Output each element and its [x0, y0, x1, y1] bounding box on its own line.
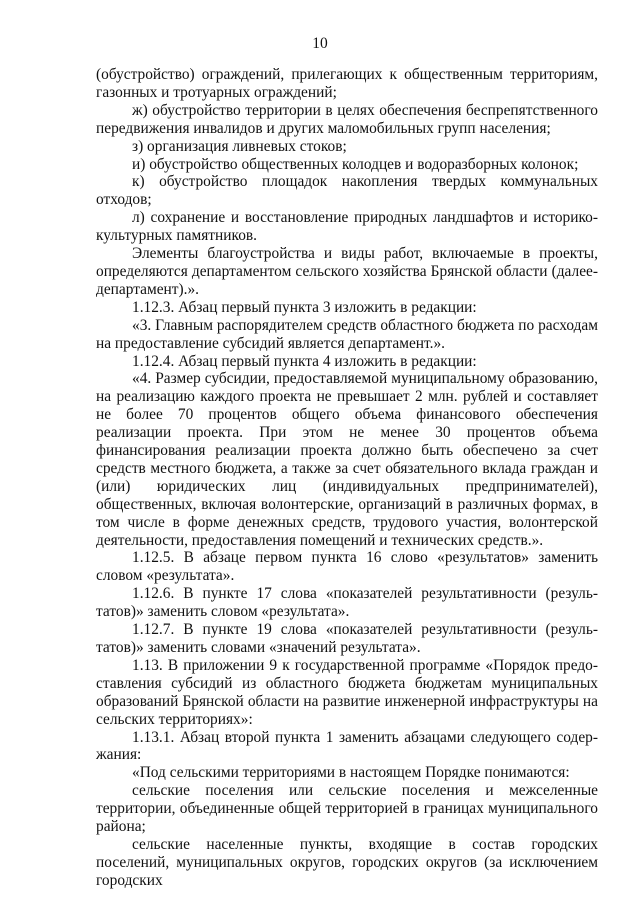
paragraph: и) обустройство общественных колодцев и водоразборных колонок;	[132, 155, 579, 173]
paragraph: 1.12.3. Абзац первый пункта 3 изложить в редакции:	[132, 298, 477, 316]
paragraph: ж) обустройство территории в целях обеспечения беспрепятственного передвижения инвалидов и других маломобильных групп населения;	[96, 101, 598, 137]
paragraph: «Под сельскими территориями в настоящем Порядке понимаются:	[132, 764, 570, 782]
paragraph: Элементы благоустройства и виды работ, включаемые в проекты, определяются департаментом сельского хозяйства Брянской области (далее-департамент).».	[96, 245, 598, 298]
paragraph: к) обустройство площадок накопления твердых коммунальных отходов;	[96, 173, 598, 209]
document-body	[96, 66, 598, 890]
paragraph: 1.12.4. Абзац первый пункта 4 изложить в редакции:	[132, 352, 477, 370]
paragraph: 1.13. В приложении 9 к государственной программе «Порядок предоставления субсидий из областного бюджета бюджетам муниципальных образований Брянской области на развитие инженерной инфраструктуры на сельских территориях»:	[96, 656, 598, 728]
paragraph: 1.13.1. Абзац второй пункта 1 заменить абзацами следующего содержания:	[96, 728, 598, 764]
paragraph: «4. Размер субсидии, предоставляемой муниципальному образованию, на реализацию каждого проекта не превышает 2 млн. рублей и составляет не более 70 процентов общего объема финансового обеспечения реализации проекта. При этом не менее 30 процентов объема финансирования реализации проекта должно быть обеспечено за счет средств местного бюджета, а также за счет обязательного вклада граждан и (или) юридических лиц (индивидуальных предпринимателей), общественных, включая волонтерские, организаций в различных формах, в том числе в форме денежных средств, трудового участия, волонтерской деятельности, предоставления помещений и технических средств.».	[96, 370, 598, 549]
paragraph: (обустройство) ограждений, прилегающих к общественным территориям, газонных и тротуарных ограждений;	[96, 66, 598, 101]
paragraph: л) сохранение и восстановление природных ландшафтов и историко-культурных памятников.	[96, 209, 598, 245]
paragraph: сельские населенные пункты, входящие в состав городских поселений, муниципальных округов, городских округов (за исключением городских	[96, 835, 598, 889]
paragraph: 1.12.5. В абзаце первом пункта 16 слово «результатов» заменить словом «результата».	[96, 549, 598, 585]
page-number: 10	[312, 35, 328, 52]
paragraph: 1.12.7. В пункте 19 слова «показателей результативности (результатов)» заменить словами «значений результата».	[96, 621, 598, 656]
paragraph: 1.12.6. В пункте 17 слова «показателей результативности (результатов)» заменить словом «результата».	[96, 585, 598, 621]
paragraph: сельские поселения или сельские поселения и межселенные территории, объединенные общей территорией в границах муниципального района;	[96, 782, 598, 836]
paragraph: з) организация ливневых стоков;	[132, 137, 347, 155]
paragraph: «3. Главным распорядителем средств областного бюджета по расходам на предоставление субсидий является департамент.».	[96, 316, 598, 352]
